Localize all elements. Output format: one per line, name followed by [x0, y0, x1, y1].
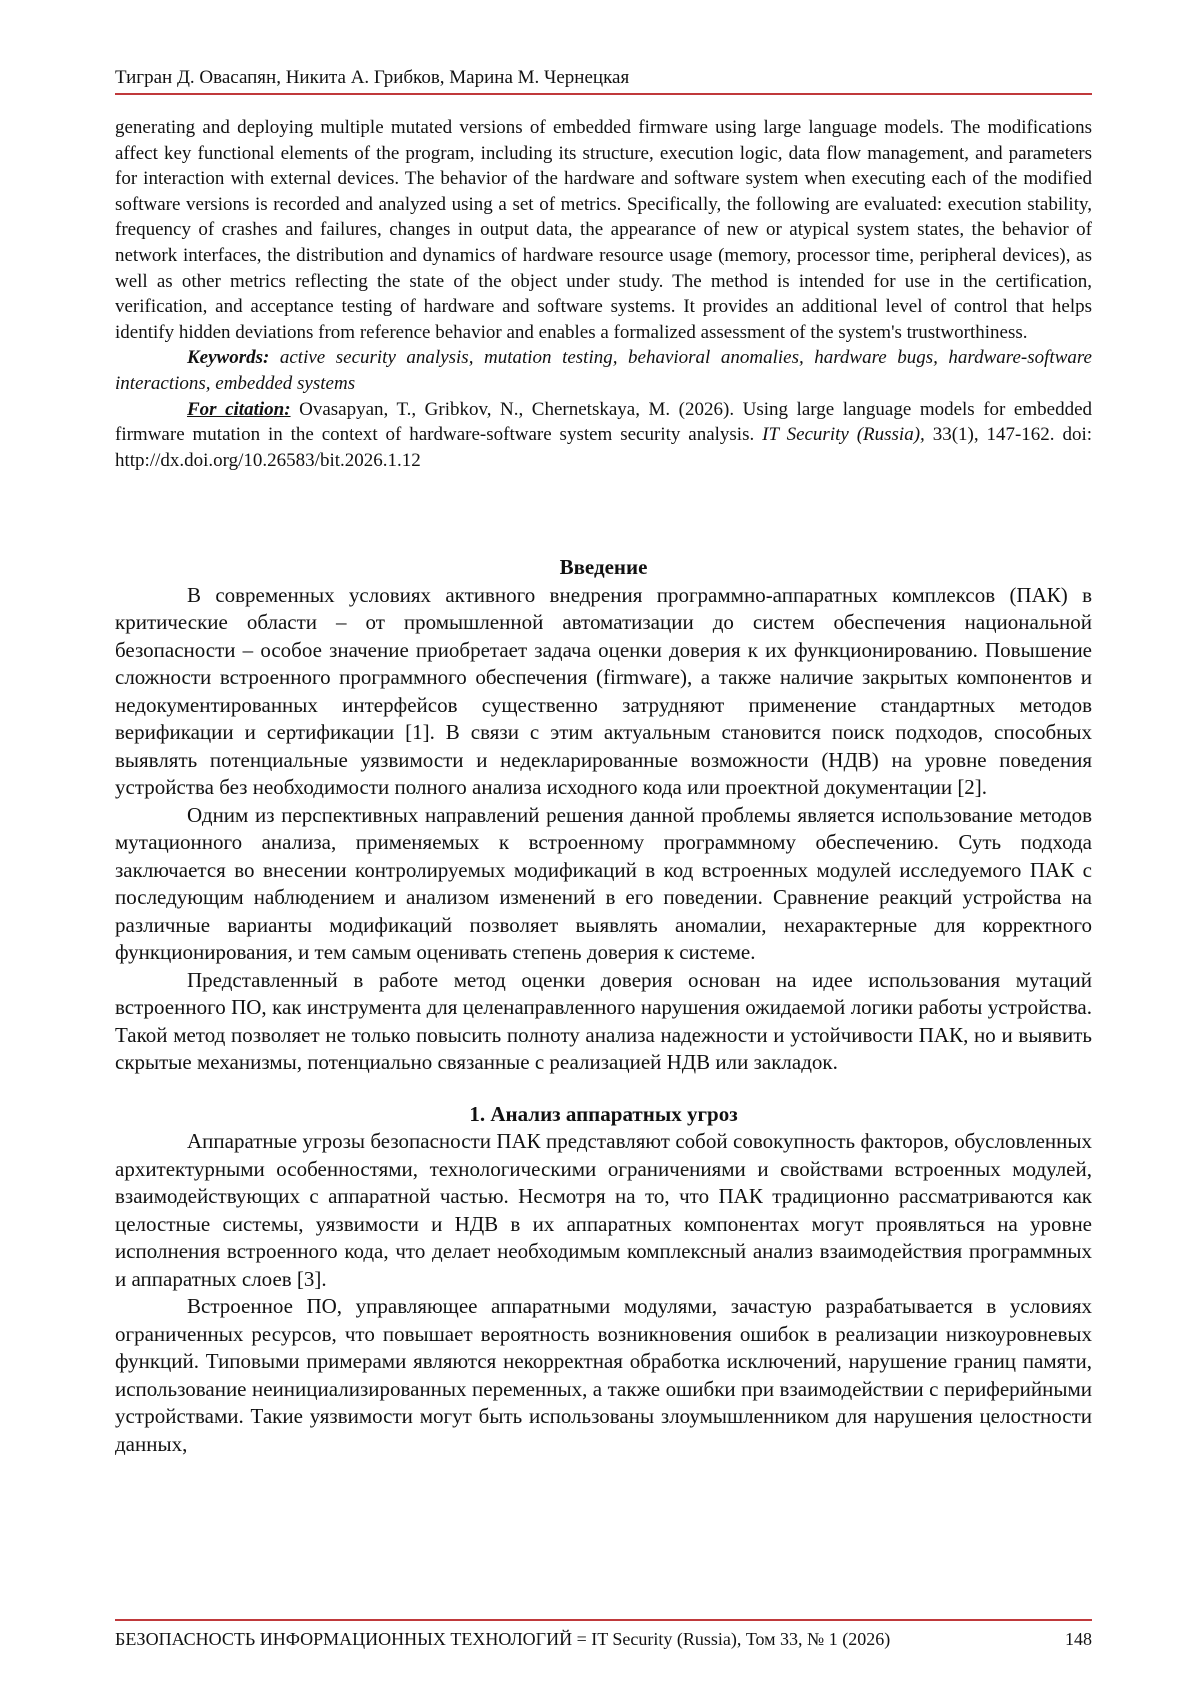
- introduction-paragraph: В современных условиях активного внедрения программно-аппаратных комплексов (ПАК) в критические области – от промышленной автоматизации до систем обеспечения национальной безопасности – особое значение приобретает задача оценки доверия к их функционированию. Повышение сложности встроенного программного обеспечения (firmware), а также наличие закрытых компонентов и недокументированных интерфейсов существенно затрудняют применение стандартных методов верификации и сертификации [1]. В связи с этим актуальным становится поиск подходов, способных выявлять потенциальные уязвимости и недекларированные возможности (НДВ) на уровне поведения устройства без необходимости полного анализа исходного кода или проектной документации [2].: [115, 582, 1092, 799]
- citation-text: Ovasapyan, T., Gribkov, N., Chernetskaya, M. (2026). Using large language models for embedded firmware mutation in the context of hardware-software system security analysis.: [115, 398, 1092, 446]
- running-head-authors: Тигран Д. Овасапян, Никита А. Грибков, Марина М. Чернецкая: [115, 67, 630, 88]
- section-gap: [115, 1077, 1092, 1101]
- abstract-text: generating and deploying multiple mutated versions of embedded firmware using large language models. The modifications affect key functional elements of the program, including its structure, execution logic, data flow management, and parameters for interaction with external devices. The behavior of the hardware and software system when executing each of the modified software versions is recorded and analyzed using a set of metrics. Specifically, the following are evaluated: execution stability, frequency of crashes and failures, changes in output data, the appearance of new or atypical system states, the behavior of network interfaces, the distribution and dynamics of hardware resource usage (memory, processor time, peripheral devices), as well as other metrics reflecting the state of the object under study. The method is intended for use in the certification, verification, and acceptance testing of hardware and software systems. It provides an additional level of control that helps identify hidden deviations from reference behavior and enables a formalized assessment of the system's trustworthiness.: [115, 117, 1092, 343]
- section-1-heading: 1. Анализ аппаратных угроз: [469, 1101, 738, 1126]
- section-1-paragraph: Аппаратные угрозы безопасности ПАК представляют собой совокупность факторов, обусловленных архитектурными особенностями, технологическими ограничениями и свойствами встроенных модулей, взаимодействующих с аппаратной частью. Несмотря на то, что ПАК традиционно рассматриваются как целостные системы, уязвимости и НДВ в их аппаратных компонентах могут проявляться на уровне исполнения встроенного кода, что делает необходимым комплексный анализ взаимодействия программных и аппаратных слоев [3].: [115, 1129, 1092, 1291]
- citation-label: For citation:: [187, 398, 291, 420]
- introduction-paragraph: Представленный в работе метод оценки доверия основан на идее использования мутаций встроенного ПО, как инструмента для целенаправленного нарушения ожидаемой логики работы устройства. Такой метод позволяет не только повысить полноту анализа надежности и устойчивости ПАК, но и выявить скрытые механизмы, потенциально связанные с реализацией НДВ или закладок.: [115, 967, 1092, 1074]
- section-1-paragraph: Встроенное ПО, управляющее аппаратными модулями, зачастую разрабатывается в условиях ограниченных ресурсов, что повышает вероятность возникновения ошибок в реализации низкоуровневых функций. Типовыми примерами являются некорректная обработка исключений, нарушение границ памяти, использование неинициализированных переменных, а также ошибки при взаимодействии с периферийными устройствами. Такие уязвимости могут быть использованы злоумышленником для нарушения целостности данных,: [115, 1294, 1092, 1456]
- main-text: [115, 554, 1092, 1458]
- keywords-paragraph: [115, 345, 1092, 396]
- footer-journal-title: БЕЗОПАСНОСТЬ ИНФОРМАЦИОННЫХ ТЕХНОЛОГИЙ = IT Security (Russia), Том 33, № 1 (2026): [115, 1629, 891, 1649]
- citation-details: 33(1), 147-162. doi: http://dx.doi.org/10.26583/bit.2026.1.12: [115, 424, 1093, 471]
- abstract-block: [115, 115, 1092, 473]
- citation-journal: IT Security (Russia),: [762, 424, 925, 446]
- paper-page: [115, 0, 1092, 1697]
- running-foot: [115, 1628, 1092, 1650]
- introduction-heading: Введение: [559, 555, 648, 579]
- keywords-text: active security analysis, mutation testing, behavioral anomalies, hardware bugs, hardware-software interactions, embedded systems: [115, 347, 1092, 394]
- introduction-paragraph: Одним из перспективных направлений решения данной проблемы является использование методов мутационного анализа, применяемых к встроенному программному обеспечению. Суть подхода заключается во внесении контролируемых модификаций в код встроенных модулей исследуемого ПАК с последующим наблюдением и анализом изменений в его поведении. Сравнение реакций устройства на различные варианты модификаций позволяет выявлять аномалии, нехарактерные для корректного функционирования, и тем самым оценивать степень доверия к системе.: [115, 802, 1092, 964]
- citation-paragraph: [115, 397, 1092, 474]
- header-rule: [115, 93, 1092, 95]
- footer-rule: [115, 1619, 1092, 1621]
- keywords-label: Keywords:: [187, 347, 270, 369]
- page-number: 148: [1065, 1629, 1092, 1649]
